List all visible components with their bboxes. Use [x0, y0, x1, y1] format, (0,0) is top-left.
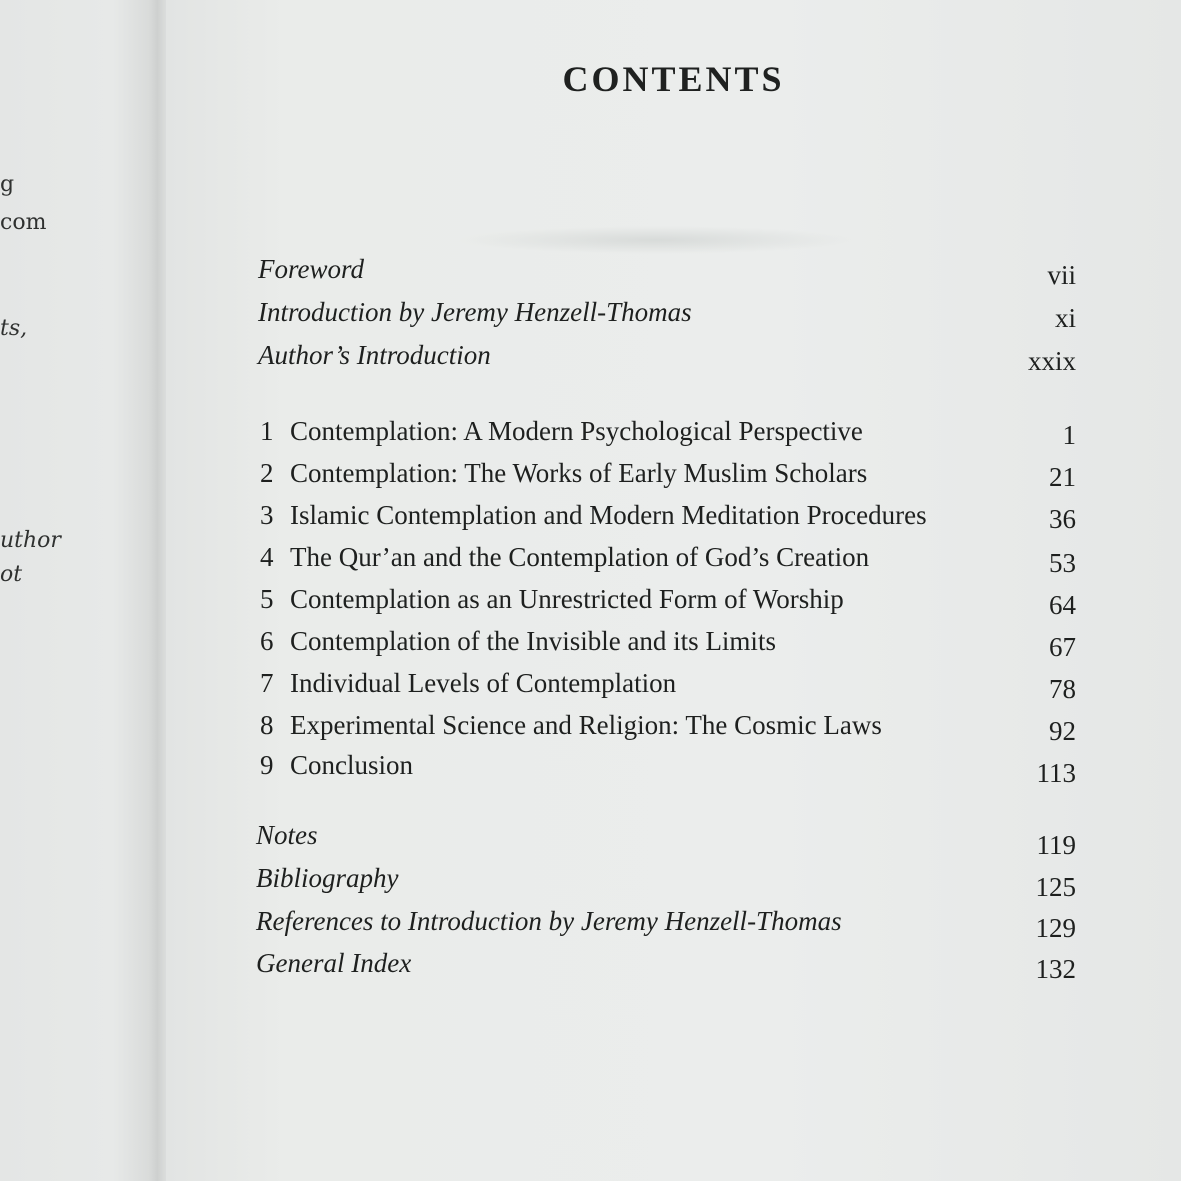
toc-page-number: 64: [1049, 590, 1076, 620]
chapter-number: 2: [260, 458, 274, 488]
left-page-fragment: ts,: [0, 316, 28, 341]
toc-entry-references: [256, 906, 842, 937]
toc-entry-title: Author’s Introduction: [258, 340, 491, 370]
chapter-number: 3: [260, 500, 274, 530]
contents-page: [166, 0, 1181, 1181]
toc-chapter: [260, 668, 676, 699]
chapter-title: Experimental Science and Religion: The Cosmic Laws: [290, 710, 882, 740]
chapter-title: Contemplation of the Invisible and its Limits: [290, 626, 776, 656]
chapter-title: Contemplation: A Modern Psychological Perspective: [290, 416, 863, 446]
toc-chapter: [260, 750, 413, 781]
toc-chapter: [260, 710, 882, 741]
toc-page-number: 92: [1049, 716, 1076, 746]
chapter-number: 7: [260, 668, 274, 698]
toc-entry-introduction: [258, 297, 692, 328]
toc-entry-title: Introduction by Jeremy Henzell-Thomas: [258, 297, 692, 327]
toc-entry-general-index: [256, 948, 411, 979]
ornament-show-through: [456, 226, 856, 254]
left-page-fragment: uthor: [0, 528, 61, 553]
chapter-number: 8: [260, 710, 274, 740]
left-page-fragment: com: [0, 210, 47, 235]
toc-chapter: [260, 458, 867, 489]
toc-page-number: 21: [1049, 462, 1076, 492]
toc-page-number: 1: [1062, 420, 1076, 450]
left-page-fragment: ot: [0, 562, 23, 587]
toc-chapter: [260, 584, 844, 615]
toc-page-number: 113: [1036, 758, 1076, 788]
toc-chapter: [260, 416, 863, 447]
chapter-title: Conclusion: [290, 750, 414, 780]
toc-entry-title: References to Introduction by Jeremy Henzell-Thomas: [256, 906, 842, 936]
toc-page-number: 125: [1035, 872, 1076, 902]
chapter-title: Contemplation: The Works of Early Muslim Scholars: [290, 458, 868, 488]
chapter-title: Contemplation as an Unrestricted Form of Worship: [290, 584, 844, 614]
toc-page-number: 36: [1049, 504, 1076, 534]
chapter-number: 5: [260, 584, 274, 614]
toc-page-number: 119: [1036, 830, 1076, 860]
toc-page-number: vii: [1047, 260, 1076, 290]
toc-entry-foreword: [258, 254, 364, 285]
toc-entry-notes: [256, 820, 318, 851]
left-page-fragment: g: [0, 172, 15, 197]
left-facing-page: [0, 0, 162, 1181]
toc-page-number: 78: [1049, 674, 1076, 704]
chapter-title: The Qur’an and the Contemplation of God’s Creation: [290, 542, 870, 572]
toc-chapter: [260, 542, 869, 573]
toc-entry-title: Bibliography: [256, 863, 399, 893]
toc-entry-bibliography: [256, 863, 399, 894]
toc-page-number: xi: [1054, 303, 1076, 333]
chapter-number: 4: [260, 542, 274, 572]
toc-page-number: xxix: [1027, 346, 1076, 376]
toc-page-number: 53: [1049, 548, 1076, 578]
chapter-title: Islamic Contemplation and Modern Meditation Procedures: [290, 500, 927, 530]
toc-page-number: 132: [1035, 954, 1076, 984]
toc-chapter: [260, 626, 776, 657]
chapter-number: 1: [260, 416, 274, 446]
toc-page-number: 129: [1035, 913, 1076, 943]
chapter-number: 6: [260, 626, 274, 656]
chapter-title: Individual Levels of Contemplation: [290, 668, 677, 698]
chapter-number: 9: [260, 750, 274, 780]
toc-chapter: [260, 500, 927, 531]
toc-entry-authors-introduction: [258, 340, 491, 371]
contents-title: CONTENTS: [562, 59, 785, 99]
toc-page-number: 67: [1049, 632, 1076, 662]
toc-entry-title: Foreword: [258, 254, 364, 284]
toc-entry-title: Notes: [256, 820, 318, 850]
toc-entry-title: General Index: [256, 948, 412, 978]
